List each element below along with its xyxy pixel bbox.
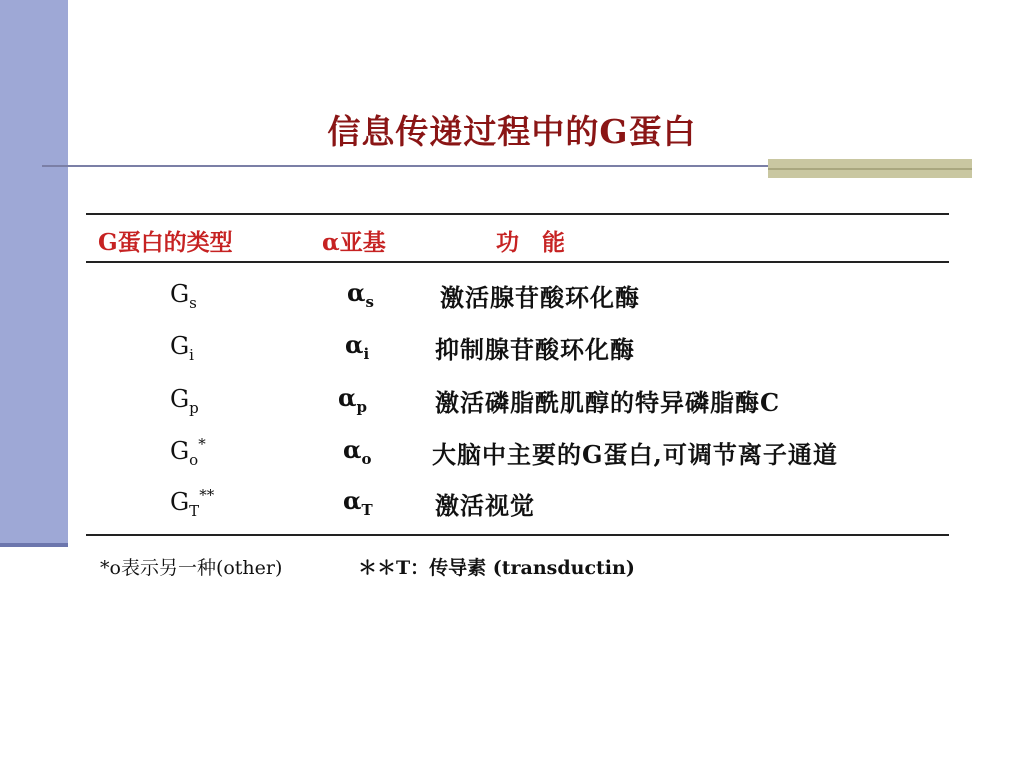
table-row-function: 激活视觉 (435, 491, 535, 520)
footnote-other: *o表示另一种(other) (100, 557, 283, 579)
table-row-function: 激活磷脂酰肌醇的特异磷脂酶C (435, 388, 781, 417)
table-row-alpha: $\alpha_p$ (338, 383, 367, 416)
table-row-function: 抑制腺苷酸环化酶 (435, 335, 635, 364)
header-g-protein-type: G蛋白的类型 (98, 229, 233, 256)
table-row-g-name: $G_o^*$ (170, 435, 206, 469)
left-decorative-bar (0, 0, 68, 545)
table-row-g-name: $G_T^{**}$ (170, 486, 215, 520)
table-row-g-name: $G_s$ (170, 280, 197, 312)
table-row-alpha: $\alpha_T$ (343, 486, 373, 519)
table-row-g-name: $G_i$ (170, 332, 194, 364)
table-top-rule (86, 213, 949, 215)
footnote-transductin: ＊＊T：传导素 (transductin) (358, 557, 635, 579)
table-header-rule (86, 261, 949, 263)
table-row-alpha: $\alpha_s$ (347, 278, 374, 311)
table-row-function: 激活腺苷酸环化酶 (440, 283, 640, 312)
table-row-alpha: $\alpha_o$ (343, 435, 372, 468)
table-row-g-name: $G_p$ (170, 385, 199, 417)
header-function: 功 能 (496, 229, 565, 256)
left-bar-shadow (0, 543, 68, 547)
table-row-alpha: $\alpha_i$ (345, 330, 370, 363)
table-bottom-rule (86, 534, 949, 536)
slide-title: 信息传递过程中的G蛋白 (327, 112, 697, 151)
table-row-function: 大脑中主要的G蛋白,可调节离子通道 (432, 440, 838, 469)
accent-bar-line (768, 168, 972, 170)
header-alpha-subunit: α亚基 (322, 229, 386, 256)
